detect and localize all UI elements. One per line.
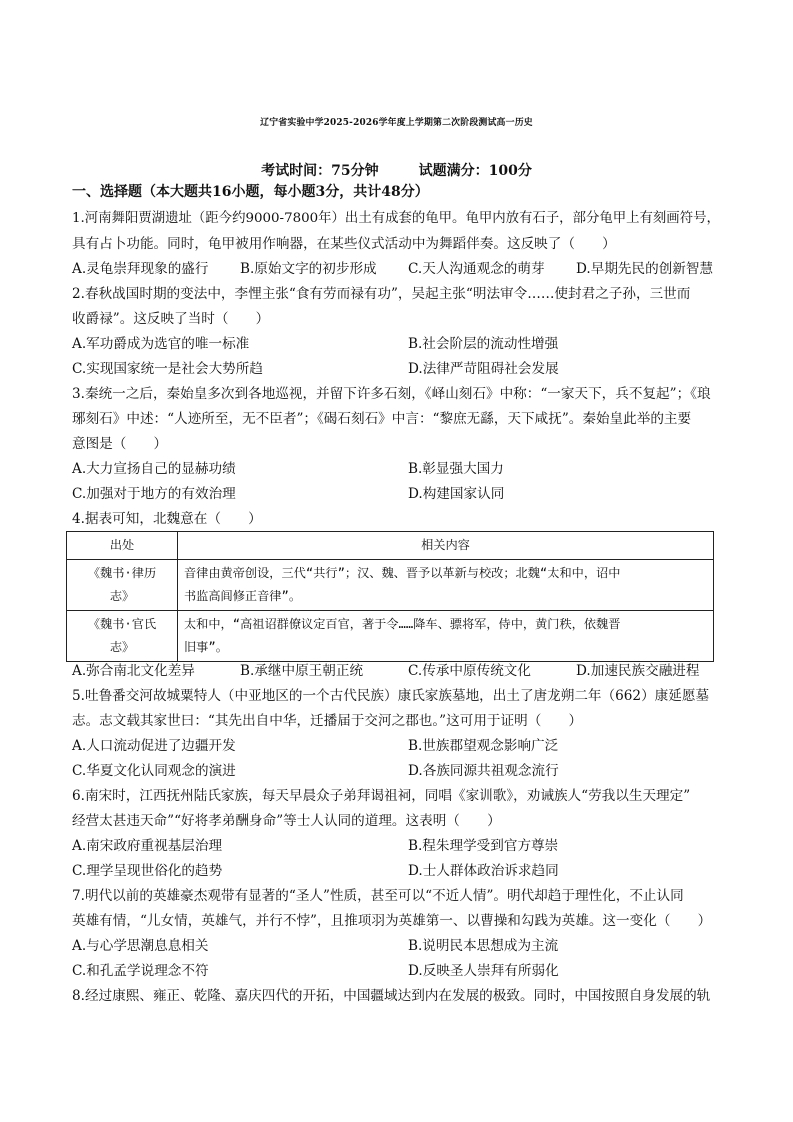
question-7-line-1: 7.明代以前的英雄豪杰观带有显著的“圣人”性质，甚至可以“不近人情”。明代却趋于理性化，不止认同 xyxy=(72,888,684,904)
q7-option-c: C.和孔孟学说理念不符 xyxy=(72,963,209,979)
exam-info xyxy=(0,160,793,180)
table-header-source: 出处 xyxy=(67,532,178,560)
question-3-line-3: 意图是（ ） xyxy=(72,436,168,452)
q4-option-c: C.传承中原传统文化 xyxy=(408,663,531,679)
question-8-line-1: 8.经过康熙、雍正、乾隆、嘉庆四代的开拓，中国疆域达到内在发展的极致。同时，中国按照自身发展的轨 xyxy=(72,988,711,1004)
table-header-row xyxy=(67,532,714,560)
q4-option-b: B.承继中原王朝正统 xyxy=(240,663,364,679)
q3-option-a: A.大力宣扬自己的显赫功绩 xyxy=(72,461,236,477)
table-row xyxy=(67,560,714,611)
q4-option-d: D.加速民族交融进程 xyxy=(576,663,700,679)
q7-option-b: B.说明民本思想成为主流 xyxy=(408,938,559,954)
question-6-line-2: 经营太甚违天命”“好将孝弟酬身命”等士人认同的道理。这表明（ ） xyxy=(72,813,501,829)
question-2-line-2: 收爵禄”。这反映了当时（ ） xyxy=(72,311,270,327)
table-header-content: 相关内容 xyxy=(178,532,714,560)
q5-option-b: B.世族郡望观念影响广泛 xyxy=(408,738,559,754)
q1-option-d: D.早期先民的创新智慧 xyxy=(576,261,714,277)
q3-option-c: C.加强对于地方的有效治理 xyxy=(72,486,236,502)
q1-option-b: B.原始文字的初步形成 xyxy=(240,261,377,277)
q5-option-a: A.人口流动促进了边疆开发 xyxy=(72,738,236,754)
table-row xyxy=(67,611,714,662)
q6-option-d: D.士人群体政治诉求趋同 xyxy=(408,863,559,879)
q1-option-a: A.灵龟崇拜现象的盛行 xyxy=(72,261,209,277)
question-3-line-2: 琊刻石》中述：“人迹所至，无不臣者”；《碣石刻石》中言：“黎庶无繇，天下咸抚”。秦始皇此举的主要 xyxy=(72,411,692,427)
q6-option-b: B.程朱理学受到官方尊崇 xyxy=(408,838,559,854)
q5-option-c: C.华夏文化认同观念的演进 xyxy=(72,763,236,779)
q7-option-a: A.与心学思潮息息相关 xyxy=(72,938,209,954)
question-4-stem: 4.据表可知，北魏意在（ ） xyxy=(72,511,262,527)
question-7-line-2: 英雄有情，“儿女情，英雄气，并行不悖”，且推项羽为英雄第一、以曹操和勾践为英雄。这一变化（ ） xyxy=(72,913,712,929)
q7-option-d: D.反映圣人崇拜有所弱化 xyxy=(408,963,559,979)
q2-option-c: C.实现国家统一是社会大势所趋 xyxy=(72,361,263,377)
table-cell-source: 《魏书·律历 志》 xyxy=(67,560,178,611)
q3-option-b: B.彰显强大国力 xyxy=(408,461,504,477)
q3-option-d: D.构建国家认同 xyxy=(408,486,505,502)
question-5-line-2: 志。志文载其家世曰：“其先出自中华，迁播届于交河之郡也。”这可用于证明（ ） xyxy=(72,713,583,729)
exam-score: 试题满分：100分 xyxy=(418,163,532,179)
q2-option-a: A.军功爵成为选官的唯一标准 xyxy=(72,336,250,352)
q5-option-d: D.各族同源共祖观念流行 xyxy=(408,763,559,779)
q2-option-d: D.法律严苛阻碍社会发展 xyxy=(408,361,559,377)
question-1-line-1: 1.河南舞阳贾湖遗址（距今约9000-7800年）出土有成套的龟甲。龟甲内放有石子，部分龟甲上有刻画符号， xyxy=(72,211,720,226)
page-title: 辽宁省实验中学2025-2026学年度上学期第二次阶段测试高一历史 xyxy=(260,118,533,128)
table-cell-content: 音律由黄帝创设，三代“共行”；汉、魏、晋予以革新与校改；北魏“太和中，诏中 书监高闾修正音律”。 xyxy=(178,560,714,611)
table-cell-source: 《魏书·官氏 志》 xyxy=(67,611,178,662)
q6-option-c: C.理学呈现世俗化的趋势 xyxy=(72,863,223,879)
q4-option-a: A.弥合南北文化差异 xyxy=(72,663,195,679)
section-heading: 一、选择题（本大题共16小题，每小题3分，共计48分） xyxy=(72,184,429,200)
table-cell-content: 太和中，“高祖诏群僚议定百官，著于令……降车、骠将军，侍中，黄门秩，依魏晋 旧事”。 xyxy=(178,611,714,662)
q1-option-c: C.天人沟通观念的萌芽 xyxy=(408,261,545,277)
question-2-line-1: 2.春秋战国时期的变法中，李悝主张“食有劳而禄有功”，吴起主张“明法审令……使封君之子孙，三世而 xyxy=(72,286,691,302)
question-1-line-2: 具有占卜功能。同时，龟甲被用作响器，在某些仪式活动中为舞蹈伴奏。这反映了（ ） xyxy=(72,236,616,252)
question-5-line-1: 5.吐鲁番交河故城粟特人（中亚地区的一个古代民族）康氏家族墓地，出土了唐龙朔二年（662）康延愿墓 xyxy=(72,688,710,704)
exam-time: 考试时间：75分钟 xyxy=(261,163,379,179)
question-6-line-1: 6.南宋时，江西抚州陆氏家族，每天早晨众子弟拜谒祖祠，同唱《家训歌》，劝诫族人“劳我以生天理定” xyxy=(72,788,691,804)
question-3-line-1: 3.秦统一之后，秦始皇多次到各地巡视，并留下许多石刻，《峄山刻石》中称：“一家天下，兵不复起”；《琅 xyxy=(72,386,711,402)
q6-option-a: A.南宋政府重视基层治理 xyxy=(72,838,223,854)
q2-option-b: B.社会阶层的流动性增强 xyxy=(408,336,559,352)
source-table xyxy=(66,531,714,662)
